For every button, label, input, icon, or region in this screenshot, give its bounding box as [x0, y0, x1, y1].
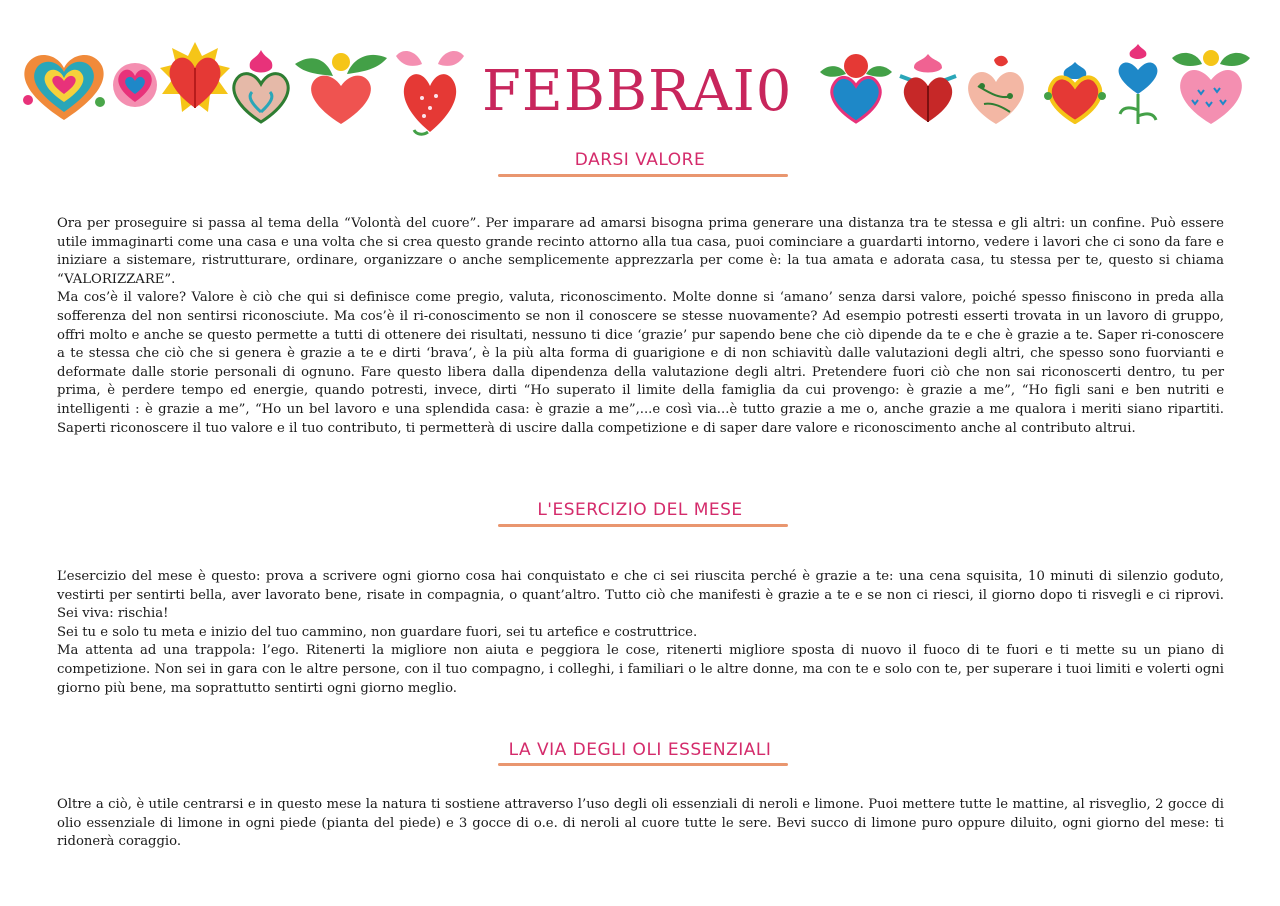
heart-7-icon [818, 50, 894, 124]
section-heading-esercizio: L'ESERCIZIO DEL MESE [537, 500, 743, 520]
heart-8-icon [896, 52, 960, 124]
section-body-darsi-valore [57, 215, 1224, 438]
paragraph: Ma cos’è il valore? Valore è ciò che qui si definisce come pregio, valuta, riconoscimento. Molte donne si ‘amano’ senza darsi valore, poiché spesso finiscono in preda alla sofferenza del non sentirsi riconosciute. Ma cos’è il ri-conoscimento se non il conoscere se stesse nuovamente? Ad esempio potresti esserti trovata in un lavoro di gruppo, offri molto e anche se questo permette a tutti di ottenere dei risultati, nessuno ti dice ‘grazie’ pur sapendo bene che ciò dipende da te e che è grazie a te. Saper ri-conoscere a te stessa che ciò che si genera è grazie a te e dirti ‘brava’, è la più alta forma di guarigione e di non schiavitù dalle valutazioni degli altri, che spesso sono fuorvianti e deformate dalle storie personali di ognuno. Fare questo libera dalla dipendenza della valutazione degli altri. Pretendere fuori ciò che non sai riconoscerti dentro, tu per prima, è perdere tempo ed energie, quando potresti, invece, dirti “Ho superato il limite della famiglia da cui provengo: è grazie a me”, “Ho figli sani e ben nutriti e intelligenti : è grazie a me”, “Ho un bel lavoro e una splendida casa: è grazie a me”,...e così via...è tutto grazie a me o, anche grazie a me qualora i meriti siano ripartiti. Saperti riconoscere il tuo valore e il tuo contributo, ti permetterà di uscire dalla competizione e di saper dare valore e riconoscimento anche al contributo altrui. [57, 290, 1224, 436]
heart-1-icon [20, 50, 108, 122]
section-body-oli-essenziali [57, 796, 1224, 852]
heart-10-icon [1042, 58, 1108, 124]
heart-11-icon [1112, 44, 1164, 126]
page-title: FEBBRAI0 [482, 59, 793, 124]
paragraph: Ma attenta ad una trappola: l’ego. Ritenerti la migliore non aiuta e peggiora le cose, ritenerti migliore sposta di nuovo il fuoco di te fuori e ti mette su un piano di competizione. Non sei in gara con le altre persone, con il tuo compagno, i colleghi, i familiari o le altre donne, ma con te e solo con te, per superare i tuoi limiti e volerti ogni giorno più bene, ma soprattutto sentirti ogni giorno meglio. [57, 643, 1224, 696]
heart-5-icon [293, 48, 389, 126]
paragraph: Oltre a ciò, è utile centrarsi e in questo mese la natura ti sostiene attraverso l’uso degli oli essenziali di neroli e limone. Puoi mettere tutte le mattine, al risveglio, 2 gocce di olio essenziale di limone in ogni piede (pianta del piede) e 3 gocce di o.e. di neroli al cuore tutte le sere. Bevi succo di limone puro oppure diluito, ogni giorno del mese: ti ridonerà coraggio. [57, 797, 1224, 850]
paragraph: Ora per proseguire si passa al tema della “Volontà del cuore”. Per imparare ad amarsi bisogna prima generare una distanza tra te stessa e gli altri: un confine. Può essere utile immaginarti come una casa e una volta che si crea questo grande recinto attorno alla tua casa, puoi cominciare a guardarti intorno, vedere i lavori che ci sono da fare e iniziare a sistemare, ristrutturare, ordinare, organizzare o anche semplicemente apprezzarla per come è: la tua amata e adorata casa, tu stessa per te, questo si chiama “VALORIZZARE”. [57, 216, 1224, 287]
paragraph: L’esercizio del mese è questo: prova a scrivere ogni giorno cosa hai conquistato e che ci sei riuscita perché è grazie a te: una cena squisita, 10 minuti di silenzio goduto, vestirti per sentirti bella, aver lavorato bene, risate in compagnia, o quant’altro. Tutto ciò che manifesti è grazie a te e se non ci riesci, il giorno dopo ti risvegli e ci riprovi. Sei viva: rischia! [57, 569, 1224, 622]
section-heading-darsi-valore: DARSI VALORE [574, 150, 706, 170]
heading-underline [498, 174, 788, 177]
heart-4-icon [230, 50, 292, 124]
section-body-esercizio [57, 568, 1224, 698]
heart-3-icon [160, 42, 230, 118]
heading-underline [498, 763, 788, 766]
heart-2-icon [110, 62, 160, 108]
section-heading-oli-essenziali: LA VIA DEGLI OLI ESSENZIALI [508, 740, 772, 760]
heart-6-icon [392, 46, 468, 138]
paragraph: Sei tu e solo tu meta e inizio del tuo cammino, non guardare fuori, sei tu artefice e costruttrice. [57, 624, 698, 640]
heart-9-icon [964, 52, 1028, 126]
heart-12-icon [1168, 46, 1254, 126]
heading-underline [498, 524, 788, 527]
